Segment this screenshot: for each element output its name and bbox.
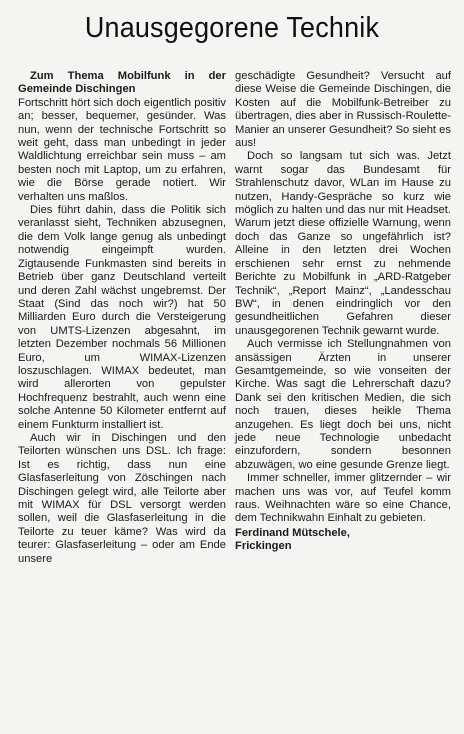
body-paragraph-4: geschädigte Gesundheit? Versucht auf diese Weise die Gemeinde Dischingen, die Kosten auf die Mobilfunk-Betreiber zu übertragen, dies aber in Russisch-Roulette-Manier an unserer Gesundheit? So sieht es aus! bbox=[235, 70, 451, 150]
article-title: Unausgegorene Technik bbox=[84, 12, 380, 44]
body-paragraph-6: Auch vermisse ich Stellungnahmen von ansässigen Ärzten in unserer Gesamtgemeinde, so wie vonseiten der Kirche. Was sagt die Lehrerschaft dazu? Dank sei den kritischen Medien, die sich noch trauen, dieses heikle Thema anzugehen. Es liegt doch bei uns, nicht jede neue Technologie unbedacht einzufordern, sondern besonnen abzuwägen, wo eine gesunde Grenze liegt. bbox=[235, 338, 451, 471]
left-column bbox=[18, 70, 226, 566]
author-signature bbox=[235, 527, 451, 554]
author-name: Ferdinand Mütschele, bbox=[235, 526, 350, 539]
body-paragraph-2: Dies führt dahin, dass die Politik sich veranlasst sieht, Techniken abzusegnen, die dem Volk lange genug als unbedingt notwendig eingeimpft wurden. Zigtausende Funkmasten sind bereits in Betrieb über ganz Deutschland verteilt und deren Zahl wächst ungebremst. Der Staat (Sind das noch wir?) hat 50 Milliarden Euro durch die Versteigerung von UMTS-Lizenzen abgesahnt, im letzten Dezember nochmals 56 Millionen Euro, um WIMAX-Lizenzen loszuschlagen. WIMAX bedeutet, man wird allerorten von gepulster Hochfrequenz bestrahlt, auch wenn eine solche Antenne 50 Kilometer entfernt auf einem Funkturm installiert ist. bbox=[18, 204, 226, 431]
body-paragraph-1: Fortschritt hört sich doch eigentlich positiv an; besser, bequemer, gesünder. Was nun, wenn der technische Fortschritt so weit geht, dass man unbedingt in jeder Waldlichtung erreichbar sein muss – am besten noch mit Laptop, um zu erfahren, wie die Börse gerade notiert. Wir verhalten uns maßlos. bbox=[18, 96, 226, 203]
body-paragraph-7: Immer schneller, immer glitzernder – wir machen uns was vor, auf Teufel komm raus. Weihnachten wäre so eine Chance, dem Technikwahn Einhalt zu gebieten. bbox=[235, 472, 451, 525]
body-paragraph-5: Doch so langsam tut sich was. Jetzt warnt sogar das Bundesamt für Strahlenschutz davor, WLan im Hause zu nutzen, Handy-Gespräche so kurz wie möglich zu halten und das nur mit Headset. Warum jetzt diese offizielle Warnung, wenn doch das Ganze so ungefährlich ist? Alleine in den letzten drei Wochen erschienen sehr ernst zu nehmende Berichte zu Mobilfunk in „ARD-Ratgeber Technik“, „Report Mainz“, „Landesschau BW“, in denen eindringlich vor den gesundheitlichen Gefahren dieser unausgegorenen Technik gewarnt wurde. bbox=[235, 150, 451, 337]
author-town: Frickingen bbox=[235, 540, 292, 553]
right-column bbox=[235, 70, 451, 554]
body-paragraph-3: Auch wir in Dischingen und den Teilorten wünschen uns DSL. Ich frage: Ist es richtig, dass nun eine Glasfaserleitung von Zöschingen nach Dischingen gelegt wird, alle Teilorte aber mit WIMAX für DSL versorgt werden sollen, weil die Glasfaserleitung in die Teilorte zu teuer käme? Was wird da teurer: Glasfaserleitung – oder am Ende unsere bbox=[18, 431, 226, 565]
article-kicker: Zum Thema Mobilfunk in der Gemeinde Dischingen bbox=[18, 70, 226, 96]
